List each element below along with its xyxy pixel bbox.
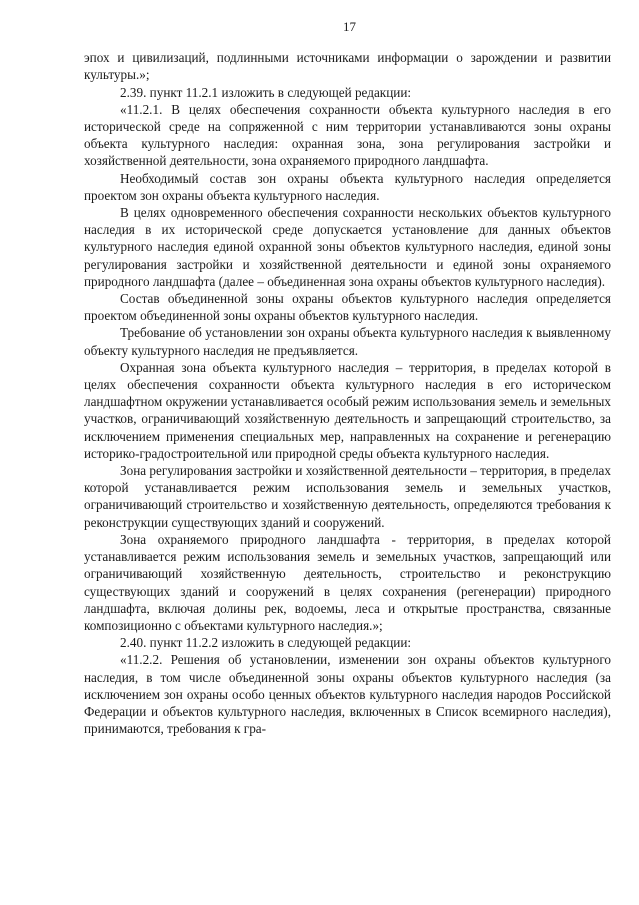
paragraph: Зона регулирования застройки и хозяйственной деятельности – территория, в пределах которой устанавливается режим использования земель и земельных участков, ограничивающий строительство и хозяйственную деятельность, определяются требования к реконструкции существующих зданий и сооружений. xyxy=(84,463,611,530)
paragraph: Состав объединенной зоны охраны объектов культурного наследия определяется проектом объединенной зоны охраны объектов культурного наследия. xyxy=(84,291,611,324)
paragraph: В целях одновременного обеспечения сохранности нескольких объектов культурного наследия в их исторической среде допускается установление для данных объектов культурного наследия единой охранной зоны объектов культурного наследия, единой зоны регулирования застройки и хозяйственной деятельности и единой зоны охраняемого природного ландшафта (далее – объединенная зона охраны объектов культурного наследия). xyxy=(84,205,611,289)
paragraph: Зона охраняемого природного ландшафта - территория, в пределах которой устанавливается режим использования земель и земельных участков, запрещающий или ограничивающий хозяйственную деятельность, строительство и реконструкцию существующих зданий и сооружений в целях сохранения (регенерации) природного ландшафта, включая долины рек, водоемы, леса и открытые пространства, связанные композиционно с объектами культурного наследия.»; xyxy=(84,531,611,633)
page-number: 17 xyxy=(343,19,356,34)
paragraph: «11.2.2. Решения об установлении, изменении зон охраны объектов культурного наследия, в том числе объединенной зоны охраны объектов культурного наследия (за исключением зон охраны особо ценных объектов культурного наследия народов Российской Федерации и объектов культурного наследия, включенных в Список всемирного наследия), принимаются, требования к гра- xyxy=(84,652,611,737)
paragraph: Необходимый состав зон охраны объекта культурного наследия определяется проектом зон охраны объекта культурного наследия. xyxy=(84,170,611,203)
paragraph: эпох и цивилизаций, подлинными источниками информации о зарождении и развитии культуры.»; xyxy=(84,50,611,83)
document-page xyxy=(84,18,611,737)
paragraph: Требование об установлении зон охраны объекта культурного наследия к выявленному объекту культурного наследия не предъявляется. xyxy=(84,325,611,358)
paragraph: 2.40. пункт 11.2.2 изложить в следующей редакции: xyxy=(120,635,412,651)
document-body xyxy=(84,49,611,737)
paragraph: 2.39. пункт 11.2.1 изложить в следующей редакции: xyxy=(120,84,412,100)
paragraph: «11.2.1. В целях обеспечения сохранности объекта культурного наследия в его исторической среде на сопряженной с ним территории устанавливаются зоны охраны объекта культурного наследия: охранная зона, зона регулирования застройки и хозяйственной деятельности, зона охраняемого природного ландшафта. xyxy=(84,101,611,169)
paragraph: Охранная зона объекта культурного наследия – территория, в пределах которой в целях обеспечения сохранности объекта культурного наследия в его историческом ландшафтном окружении устанавливается особый режим использования земель и земельных участков, ограничивающий хозяйственную деятельность и запрещающий строительство, за исключением применения специальных мер, направленных на сохранение и регенерацию историко-градостроительной или природной среды объекта культурного наследия. xyxy=(84,359,611,461)
